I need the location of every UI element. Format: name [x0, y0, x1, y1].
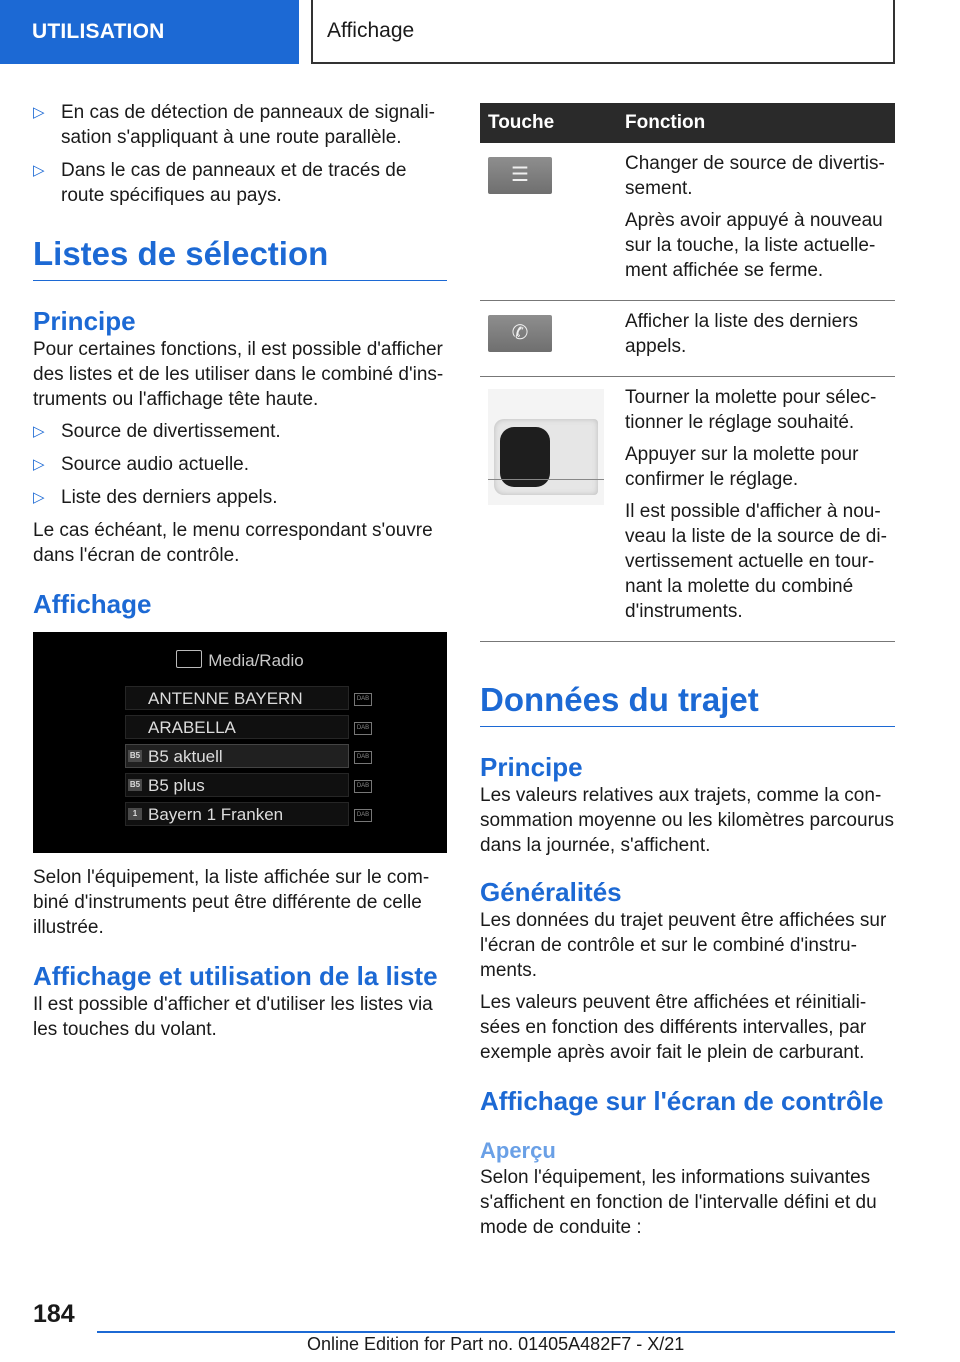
- paragraph-caption: Selon l'équipement, la liste affichée sur le combiné d'instruments peut être différente de celle illustrée.: [33, 867, 430, 938]
- cell-text: Afficher la liste des derniers appels.: [625, 311, 859, 357]
- paragraph-apercu: Selon l'équipement, les informations suivantes s'affichent en fonction de l'intervalle défini et du mode de conduite :: [480, 1167, 877, 1238]
- dab-badge: DAB: [354, 751, 372, 764]
- list-icon: ☰: [488, 157, 552, 194]
- paragraph-usage: Il est possible d'afficher et d'utiliser les listes via les touches du volant.: [33, 994, 433, 1040]
- cell-text: Changer de source de divertissement.: [625, 153, 885, 199]
- paragraph-menu: Le cas échéant, le menu correspondant s'ouvre dans l'écran de contrôle.: [33, 520, 433, 566]
- subheading-generalites: Généralités: [480, 877, 622, 907]
- phone-icon: ✆: [488, 315, 552, 352]
- subheading-ecran: Affichage sur l'écran de contrôle: [480, 1086, 884, 1116]
- paragraph-principe: Pour certaines fonctions, il est possible d'afficher des listes et de les utiliser dans le combiné d'instruments ou l'affichage tête haute.: [33, 339, 444, 410]
- dab-badge: DAB: [354, 780, 372, 793]
- table-row: [480, 377, 895, 642]
- table-header-key: Touche: [480, 103, 617, 143]
- station-row: ARABELLA DAB: [125, 715, 349, 739]
- list-item: [33, 485, 447, 510]
- list-item: [33, 419, 447, 444]
- chapter-title: Affichage: [311, 0, 895, 64]
- table-header-function: Fonction: [617, 103, 895, 143]
- dab-badge: DAB: [354, 693, 372, 706]
- cell-text: Il est possible d'afficher à nouveau la liste de la source de divertissement actuelle en tournant la molette du combiné d'instruments.: [625, 501, 887, 622]
- station-row: 1 Bayern 1 Franken DAB: [125, 802, 349, 826]
- station-logo: B5: [129, 780, 141, 789]
- bullet-text: Dans le cas de panneaux et de tracés de route spécifiques au pays.: [61, 160, 407, 206]
- media-radio-screenshot: [33, 632, 447, 853]
- screen-title: Media/Radio: [33, 650, 447, 671]
- dab-badge: DAB: [354, 809, 372, 822]
- paragraph-principe: Les valeurs relatives aux trajets, comme la consommation moyenne ou les kilomètres parcourus dans la journée, s'affichent.: [480, 785, 894, 856]
- bullet-text: En cas de détection de panneaux de signalisation s'appliquant à une route parallèle.: [61, 102, 435, 148]
- section-heading-listes: Listes de sélection: [33, 234, 447, 281]
- bullet-text: Liste des derniers appels.: [61, 487, 278, 508]
- dab-badge: DAB: [354, 722, 372, 735]
- subheading-principe: Principe: [33, 306, 136, 336]
- subheading-apercu: Aperçu: [480, 1138, 556, 1163]
- table-row: [480, 301, 895, 377]
- edition-note: Online Edition for Part no. 01405A482F7 - X/21: [307, 1334, 685, 1354]
- cell-text: Tourner la molette pour sélectionner le réglage souhaité.: [625, 387, 877, 433]
- station-row: ANTENNE BAYERN DAB: [125, 686, 349, 710]
- section-tab: UTILISATION: [0, 0, 299, 64]
- triangle-bullet-icon: ▷: [33, 423, 45, 440]
- subheading-usage: Affichage et utilisation de la liste: [33, 961, 438, 991]
- page-number: 184: [33, 1300, 75, 1328]
- triangle-bullet-icon: ▷: [33, 104, 45, 121]
- station-row: B5 B5 plus DAB: [125, 773, 349, 797]
- station-logo: B5: [129, 751, 141, 760]
- radio-icon: [176, 650, 202, 668]
- bullet-text: Source audio actuelle.: [61, 454, 250, 475]
- list-item: [33, 158, 447, 208]
- cell-text: Appuyer sur la molette pour confirmer le réglage.: [625, 444, 859, 490]
- section-heading-donnees: Données du trajet: [480, 680, 895, 727]
- bullet-text: Source de divertissement.: [61, 421, 281, 442]
- list-item: [33, 452, 447, 477]
- key-function-table: [480, 103, 895, 642]
- station-logo: 1: [128, 808, 142, 820]
- left-column: [33, 100, 447, 1049]
- cell-text: Après avoir appuyé à nouveau sur la touche, la liste actuellement affichée se ferme.: [625, 210, 883, 281]
- subheading-principe: Principe: [480, 752, 583, 782]
- triangle-bullet-icon: ▷: [33, 162, 45, 179]
- list-item: [33, 100, 447, 150]
- station-row: B5 B5 aktuell DAB: [125, 744, 349, 768]
- table-row: [480, 143, 895, 301]
- paragraph-generalites-1: Les données du trajet peuvent être affichées sur l'écran de contrôle et sur le combiné d'instruments.: [480, 910, 887, 981]
- paragraph-generalites-2: Les valeurs peuvent être affichées et réinitialisées en fonction des différents intervalles, par exemple après avoir fait le plein de carburant.: [480, 992, 867, 1063]
- footer-divider: [97, 1331, 895, 1333]
- triangle-bullet-icon: ▷: [33, 489, 45, 506]
- subheading-affichage: Affichage: [33, 589, 152, 619]
- thumbwheel-icon: [488, 389, 604, 505]
- right-column: [480, 103, 895, 1247]
- triangle-bullet-icon: ▷: [33, 456, 45, 473]
